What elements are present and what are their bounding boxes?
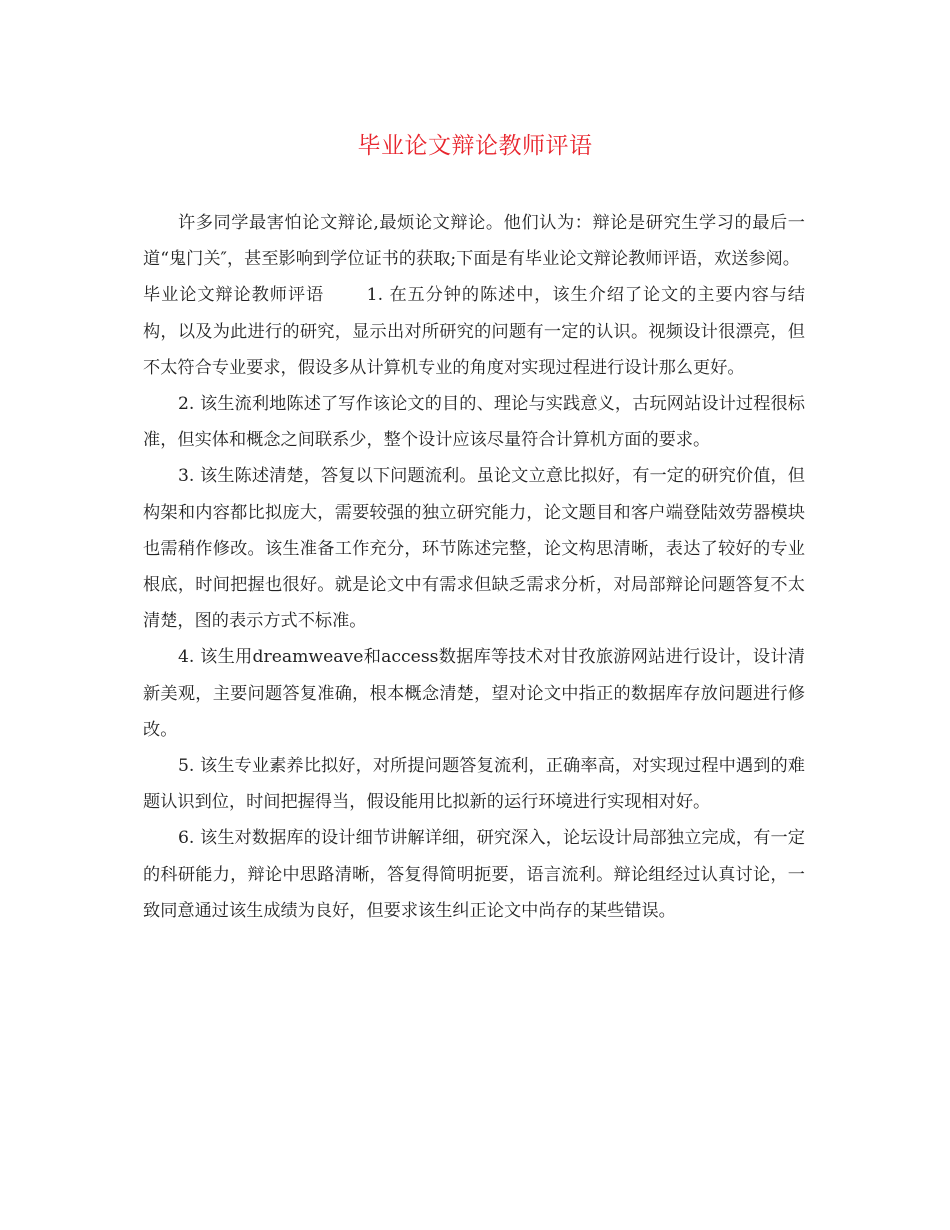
- comment-item-2: 2. 该生流利地陈述了写作该论文的目的、理论与实践意义，古玩网站设计过程很标准，但实体和概念之间联系少，整个设计应该尽量符合计算机方面的要求。: [143, 394, 805, 451]
- comment-item-5: 5. 该生专业素养比拟好，对所提问题答复流利，正确率高，对实现过程中遇到的难题认识到位，时间把握得当，假设能用比拟新的运行环境进行实现相对好。: [143, 756, 805, 813]
- comment-item-6: 6. 该生对数据库的设计细节讲解详细，研究深入，论坛设计局部独立完成，有一定的科研能力，辩论中思路清晰，答复得简明扼要，语言流利。辩论组经过认真讨论，一致同意通过该生成绩为良好，但要求该生纠正论文中尚存的某些错误。: [143, 828, 805, 921]
- document-title: 毕业论文辩论教师评语: [357, 133, 593, 159]
- comment-item-1: 毕业论文辩论教师评语 1. 在五分钟的陈述中，该生介绍了论文的主要内容与结构，以及为此进行的研究，显示出对所研究的问题有一定的认识。视频设计很漂亮，但不太符合专业要求，假设多从计算机专业的角度对实现过程进行设计那么更好。: [143, 285, 805, 378]
- document-body: [143, 205, 805, 929]
- comment-item-4: 4. 该生用dreamweave和access数据库等技术对甘孜旅游网站进行设计，设计清新美观，主要问题答复准确，根本概念清楚，望对论文中指正的数据库存放问题进行修改。: [143, 647, 805, 740]
- intro-paragraph: 许多同学最害怕论文辩论,最烦论文辩论。他们认为：辩论是研究生学习的最后一道“鬼门关″，甚至影响到学位证书的获取;下面是有毕业论文辩论教师评语，欢送参阅。: [143, 213, 805, 270]
- comment-item-3: 3. 该生陈述清楚，答复以下问题流利。虽论文立意比拟好，有一定的研究价值，但构架和内容都比拟庞大，需要较强的独立研究能力，论文题目和客户端登陆效劳器模块也需稍作修改。该生准备工作充分，环节陈述完整，论文构思清晰，表达了较好的专业根底，时间把握也很好。就是论文中有需求但缺乏需求分析，对局部辩论问题答复不太清楚，图的表示方式不标准。: [143, 466, 805, 632]
